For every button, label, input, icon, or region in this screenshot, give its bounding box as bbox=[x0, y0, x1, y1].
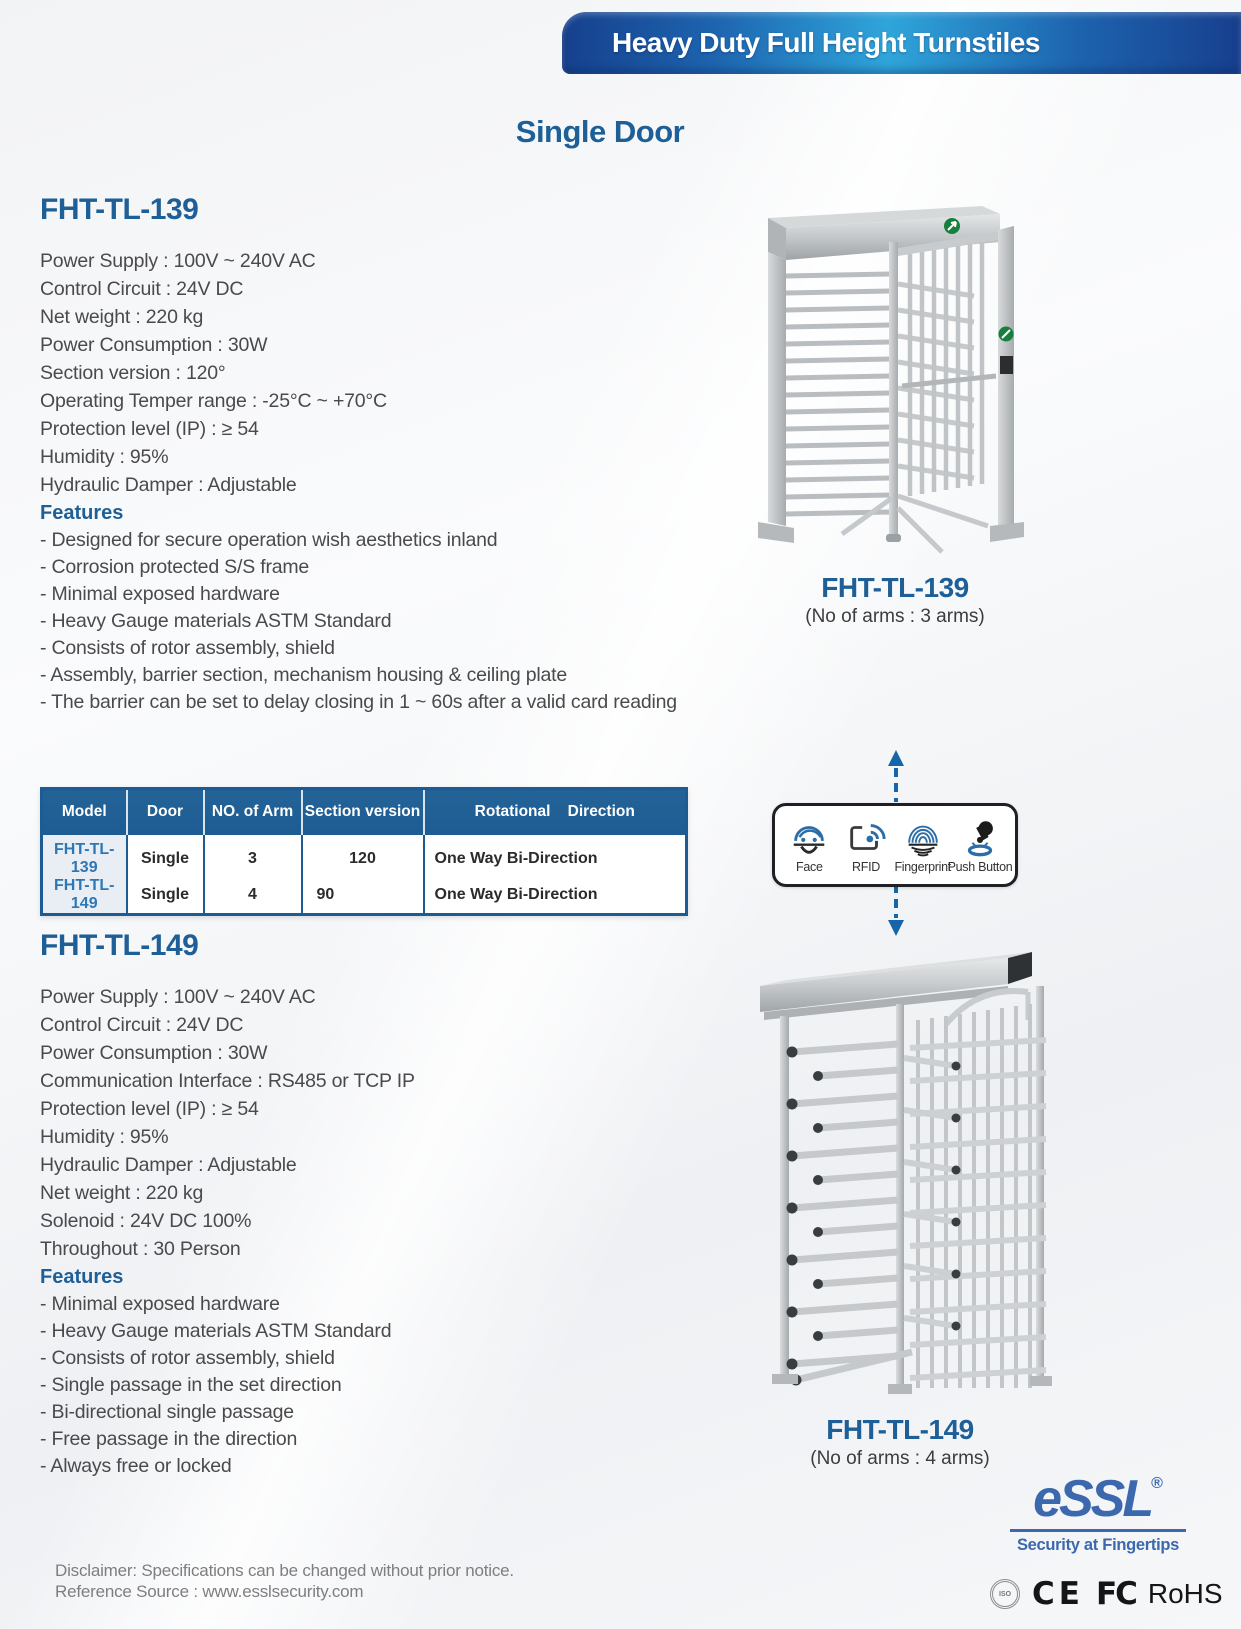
features-heading: Features bbox=[40, 1266, 124, 1288]
table-row bbox=[42, 835, 687, 877]
disclaimer-line: Disclaimer: Specifications can be changed without prior notice. bbox=[55, 1561, 514, 1580]
product-title: FHT-TL-139 bbox=[40, 193, 199, 226]
access-item-rfid bbox=[838, 817, 895, 874]
table-header-door: Door bbox=[127, 789, 204, 835]
essl-tagline: Security at Fingertips bbox=[1016, 1536, 1180, 1554]
iso-seal-icon: ISO bbox=[990, 1579, 1020, 1609]
access-item-fingerprint bbox=[894, 817, 951, 874]
table-header-rotation: Rotational Direction bbox=[424, 789, 687, 835]
product-section-fht-tl-139 bbox=[40, 193, 710, 716]
caption-model: FHT-TL-139 bbox=[821, 572, 969, 603]
fcc-mark: FC bbox=[1095, 1576, 1136, 1612]
product-image-fht-tl-139 bbox=[742, 196, 1048, 568]
registered-mark: ® bbox=[1151, 1475, 1163, 1492]
feature-line: - Minimal exposed hardware bbox=[40, 583, 280, 605]
spec-line: Humidity : 95% bbox=[40, 446, 169, 468]
spec-line: Protection level (IP) : ≥ 54 bbox=[40, 1098, 259, 1120]
header-banner bbox=[562, 12, 1241, 74]
cell-section: 90 bbox=[302, 877, 424, 915]
feature-line: - Assembly, barrier section, mechanism housing & ceiling plate bbox=[40, 664, 567, 686]
rfid-icon bbox=[845, 817, 887, 859]
spec-line: Hydraulic Damper : Adjustable bbox=[40, 474, 297, 496]
access-label: Fingerprint bbox=[894, 859, 951, 874]
spec-line: Operating Temper range : -25°C ~ +70°C bbox=[40, 390, 387, 412]
table-header-section: Section version bbox=[302, 789, 424, 835]
feature-line: - Consists of rotor assembly, shield bbox=[40, 1347, 335, 1369]
feature-line: - Corrosion protected S/S frame bbox=[40, 556, 310, 578]
table-header-row bbox=[42, 789, 687, 835]
feature-line: - Designed for secure operation wish aesthetics inland bbox=[40, 529, 498, 551]
models-table bbox=[40, 787, 688, 916]
access-item-push-button bbox=[947, 817, 1013, 874]
cell-rotation: One Way Bi-Direction bbox=[424, 877, 687, 915]
table-header-arms: NO. of Arm bbox=[204, 789, 302, 835]
table-header-model: Model bbox=[42, 789, 127, 835]
feature-line: - Heavy Gauge materials ASTM Standard bbox=[40, 610, 392, 632]
access-label: RFID bbox=[852, 859, 880, 874]
spec-line: Protection level (IP) : ≥ 54 bbox=[40, 418, 259, 440]
product-section-fht-tl-149 bbox=[40, 929, 710, 1480]
cell-arms: 3 bbox=[204, 835, 302, 877]
feature-line: - Bi-directional single passage bbox=[40, 1401, 294, 1423]
spec-line: Solenoid : 24V DC 100% bbox=[40, 1210, 252, 1232]
feature-line: - Minimal exposed hardware bbox=[40, 1293, 280, 1315]
cell-arms: 4 bbox=[204, 877, 302, 915]
face-icon bbox=[788, 817, 830, 859]
cell-door: Single bbox=[127, 877, 204, 915]
features-heading: Features bbox=[40, 502, 124, 524]
feature-line: - Heavy Gauge materials ASTM Standard bbox=[40, 1320, 392, 1342]
feature-line: - The barrier can be set to delay closing in 1 ~ 60s after a valid card reading bbox=[40, 691, 677, 713]
spec-line: Net weight : 220 kg bbox=[40, 306, 204, 328]
ce-mark: CE bbox=[1032, 1576, 1084, 1612]
caption-arms: (No of arms : 4 arms) bbox=[810, 1448, 990, 1469]
cell-model: FHT-TL-139 bbox=[42, 835, 127, 877]
product-title: FHT-TL-149 bbox=[40, 929, 199, 962]
rohs-mark: RoHS bbox=[1147, 1578, 1223, 1609]
access-item-face bbox=[781, 817, 838, 874]
essl-logo bbox=[1008, 1458, 1188, 1555]
push-button-icon bbox=[959, 817, 1001, 859]
page-title: Heavy Duty Full Height Turnstiles bbox=[612, 27, 1040, 58]
cell-door: Single bbox=[127, 835, 204, 877]
spec-line: Humidity : 95% bbox=[40, 1126, 169, 1148]
caption-fht-tl-139 bbox=[742, 572, 1048, 628]
spec-line: Power Consumption : 30W bbox=[40, 334, 268, 356]
spec-line: Throughout : 30 Person bbox=[40, 1238, 241, 1260]
essl-logo-text: eSSL® bbox=[1033, 1470, 1163, 1528]
feature-line: - Single passage in the set direction bbox=[40, 1374, 342, 1396]
spec-line: Power Supply : 100V ~ 240V AC bbox=[40, 250, 316, 272]
product-image-fht-tl-149 bbox=[740, 928, 1060, 1410]
feature-line: - Always free or locked bbox=[40, 1455, 232, 1477]
access-label: Push Button bbox=[947, 859, 1013, 874]
access-label: Face bbox=[796, 859, 823, 874]
spec-line: Section version : 120° bbox=[40, 362, 226, 384]
caption-arms: (No of arms : 3 arms) bbox=[805, 606, 985, 627]
cell-section: 120 bbox=[302, 835, 424, 877]
section-title: Single Door bbox=[515, 114, 685, 149]
disclaimer bbox=[55, 1560, 514, 1602]
spec-line: Hydraulic Damper : Adjustable bbox=[40, 1154, 297, 1176]
caption-model: FHT-TL-149 bbox=[826, 1414, 974, 1445]
access-methods-panel bbox=[772, 803, 1018, 887]
spec-line: Control Circuit : 24V DC bbox=[40, 1014, 244, 1036]
feature-line: - Free passage in the direction bbox=[40, 1428, 298, 1450]
cell-rotation: One Way Bi-Direction bbox=[424, 835, 687, 877]
certification-marks bbox=[990, 1576, 1223, 1612]
spec-line: Power Consumption : 30W bbox=[40, 1042, 268, 1064]
cell-model: FHT-TL-149 bbox=[42, 877, 127, 915]
feature-line: - Consists of rotor assembly, shield bbox=[40, 637, 335, 659]
reference-source-line: Reference Source : www.esslsecurity.com bbox=[55, 1582, 364, 1601]
table-row bbox=[42, 877, 687, 915]
essl-logo-rule bbox=[1010, 1529, 1186, 1532]
spec-line: Net weight : 220 kg bbox=[40, 1182, 204, 1204]
spec-line: Control Circuit : 24V DC bbox=[40, 278, 244, 300]
spec-line: Communication Interface : RS485 or TCP IP bbox=[40, 1070, 415, 1092]
fingerprint-icon bbox=[902, 817, 944, 859]
spec-line: Power Supply : 100V ~ 240V AC bbox=[40, 986, 316, 1008]
